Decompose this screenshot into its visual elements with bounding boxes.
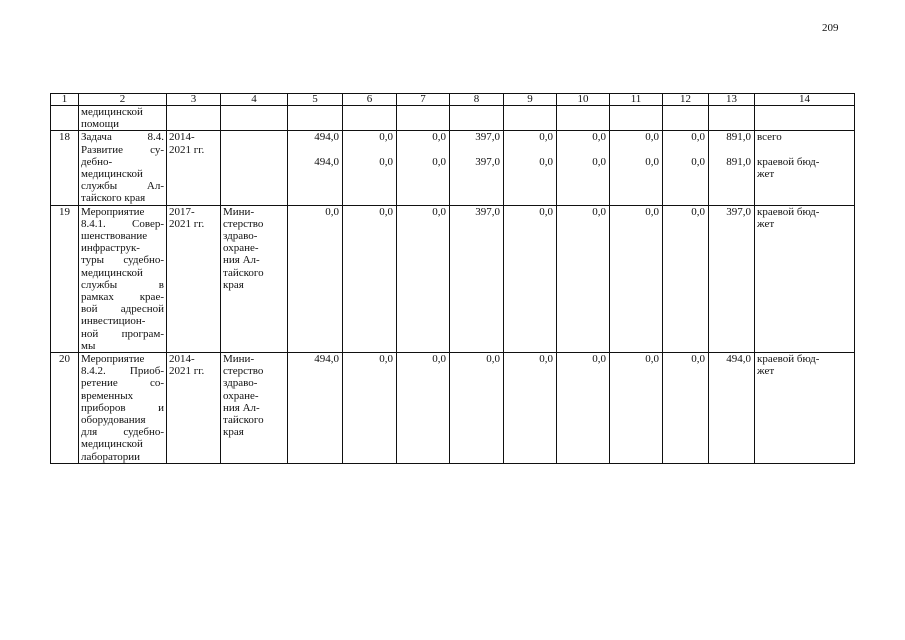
text-line: медицинской	[81, 168, 143, 181]
text-line: края	[223, 426, 244, 439]
cell-empty	[709, 106, 755, 131]
program-budget-table	[50, 93, 855, 464]
column-number-6: 6	[343, 94, 397, 106]
cell-amount: 0,0	[610, 131, 663, 156]
cell-amount: 0,0	[397, 156, 450, 205]
page-number: 209	[822, 22, 839, 34]
cell-amount: 0,0	[504, 205, 557, 352]
cell-amount: 0,0	[557, 353, 610, 464]
cell-row-number: 18	[51, 131, 79, 205]
cell-empty	[504, 106, 557, 131]
cell-measure-name	[79, 205, 167, 352]
cell-empty	[663, 106, 709, 131]
text-line: туры судебно-	[81, 254, 164, 267]
cell-empty	[397, 106, 450, 131]
cell-amount: 494,0	[288, 131, 343, 156]
cell-executor	[221, 353, 288, 464]
cell-amount: 397,0	[450, 131, 504, 156]
text-line: рамках крае-	[81, 291, 164, 304]
column-number-4: 4	[221, 94, 288, 106]
text-line: 2021 гг.	[169, 217, 205, 230]
text-line: ния Ал-	[223, 401, 260, 414]
cell-amount: 397,0	[450, 205, 504, 352]
cell-empty	[343, 106, 397, 131]
cell-empty	[221, 106, 288, 131]
text-line: 8.4.1. Совер-	[81, 217, 164, 230]
cell-amount: 0,0	[343, 205, 397, 352]
cell-name	[79, 106, 167, 131]
text-line: ретение со-	[81, 377, 164, 390]
text-line: оборудования	[81, 414, 146, 427]
column-number-10: 10	[557, 94, 610, 106]
table-row	[51, 205, 855, 352]
cell-empty	[51, 106, 79, 131]
column-number-8: 8	[450, 94, 504, 106]
cell-funding-source	[755, 131, 855, 156]
cell-amount: 0,0	[663, 156, 709, 205]
text-line: медицинской	[81, 266, 143, 279]
text-line: 8.4.2. Приоб-	[81, 365, 164, 378]
text-line: помощи	[81, 118, 119, 131]
column-number-3: 3	[167, 94, 221, 106]
cell-funding-source	[755, 156, 855, 205]
cell-executor	[221, 131, 288, 205]
text-line: Мини-	[223, 353, 255, 366]
text-line: краевой бюд-	[757, 155, 820, 168]
text-line: стерство	[223, 365, 264, 378]
text-line: медицинской	[81, 438, 143, 451]
cell-funding-source	[755, 353, 855, 464]
text-line: Задача 8.4.	[81, 131, 164, 144]
text-line: 2021 гг.	[169, 143, 205, 156]
column-number-13: 13	[709, 94, 755, 106]
text-line: тайского	[223, 266, 264, 279]
cell-row-number: 19	[51, 205, 79, 352]
text-line: приборов и	[81, 401, 164, 414]
text-line: здраво-	[223, 230, 258, 243]
cell-amount: 0,0	[663, 205, 709, 352]
text-line: тайского края	[81, 192, 146, 205]
cell-measure-name	[79, 353, 167, 464]
text-line: для судебно-	[81, 426, 164, 439]
cell-amount: 397,0	[450, 156, 504, 205]
cell-amount: 0,0	[663, 353, 709, 464]
continuation-row	[51, 106, 855, 131]
cell-amount: 0,0	[504, 156, 557, 205]
text-line: краевой бюд-	[757, 353, 820, 366]
cell-amount: 0,0	[504, 353, 557, 464]
column-number-11: 11	[610, 94, 663, 106]
text-line: вой адресной	[81, 303, 164, 316]
cell-empty	[610, 106, 663, 131]
cell-amount: 0,0	[504, 131, 557, 156]
cell-amount: 0,0	[288, 205, 343, 352]
cell-amount: 0,0	[557, 131, 610, 156]
text-line: дебно-	[81, 155, 113, 168]
text-line: 2014-	[169, 131, 195, 144]
text-line: инфраструк-	[81, 242, 140, 255]
cell-measure-name	[79, 131, 167, 205]
cell-funding-source	[755, 205, 855, 352]
column-number-9: 9	[504, 94, 557, 106]
text-line: ния Ал-	[223, 254, 260, 267]
text-line: охране-	[223, 242, 259, 255]
cell-amount: 0,0	[450, 353, 504, 464]
text-line: тайского	[223, 414, 264, 427]
cell-period	[167, 131, 221, 205]
cell-amount: 0,0	[343, 353, 397, 464]
cell-empty	[557, 106, 610, 131]
cell-row-number: 20	[51, 353, 79, 464]
table-row	[51, 131, 855, 156]
text-line: 2014-	[169, 353, 195, 366]
text-line: Развитие су-	[81, 143, 164, 156]
text-line: службы Ал-	[81, 180, 164, 193]
text-line: Мини-	[223, 205, 255, 218]
text-line: 2021 гг.	[169, 365, 205, 378]
cell-amount: 0,0	[397, 205, 450, 352]
cell-amount: 0,0	[343, 131, 397, 156]
text-line: всего	[757, 131, 782, 144]
column-number-7: 7	[397, 94, 450, 106]
text-line: ной програм-	[81, 327, 164, 340]
cell-amount: 397,0	[709, 205, 755, 352]
cell-amount: 0,0	[397, 353, 450, 464]
cell-amount: 891,0	[709, 131, 755, 156]
column-number-row	[51, 94, 855, 106]
table-row	[51, 353, 855, 464]
cell-amount: 0,0	[610, 156, 663, 205]
column-number-2: 2	[79, 94, 167, 106]
cell-amount: 891,0	[709, 156, 755, 205]
cell-amount: 494,0	[288, 353, 343, 464]
text-line: жет	[757, 168, 775, 181]
cell-empty	[755, 106, 855, 131]
cell-amount: 0,0	[610, 205, 663, 352]
text-line: Мероприятие	[81, 205, 145, 218]
text-line: охране-	[223, 389, 259, 402]
cell-amount: 0,0	[343, 156, 397, 205]
cell-amount: 0,0	[397, 131, 450, 156]
cell-amount: 494,0	[288, 156, 343, 205]
text-line: шенствование	[81, 230, 148, 243]
text-line: краевой бюд-	[757, 205, 820, 218]
text-line: медицинской	[81, 106, 143, 118]
text-line: жет	[757, 217, 775, 230]
column-number-12: 12	[663, 94, 709, 106]
cell-empty	[288, 106, 343, 131]
column-number-14: 14	[755, 94, 855, 106]
text-line: мы	[81, 339, 96, 352]
cell-amount: 0,0	[663, 131, 709, 156]
text-line: жет	[757, 365, 775, 378]
text-line: стерство	[223, 217, 264, 230]
cell-executor	[221, 205, 288, 352]
text-line: лаборатории	[81, 450, 141, 463]
cell-period	[167, 353, 221, 464]
text-line: временных	[81, 389, 134, 402]
column-number-1: 1	[51, 94, 79, 106]
text-line: здраво-	[223, 377, 258, 390]
text-line: Мероприятие	[81, 353, 145, 366]
text-line: края	[223, 278, 244, 291]
cell-amount: 494,0	[709, 353, 755, 464]
cell-amount: 0,0	[557, 156, 610, 205]
text-line: инвестицион-	[81, 315, 146, 328]
cell-period	[167, 205, 221, 352]
text-line: службы в	[81, 278, 164, 291]
cell-amount: 0,0	[557, 205, 610, 352]
cell-empty	[450, 106, 504, 131]
cell-amount: 0,0	[610, 353, 663, 464]
cell-empty	[167, 106, 221, 131]
column-number-5: 5	[288, 94, 343, 106]
text-line: 2017-	[169, 205, 195, 218]
